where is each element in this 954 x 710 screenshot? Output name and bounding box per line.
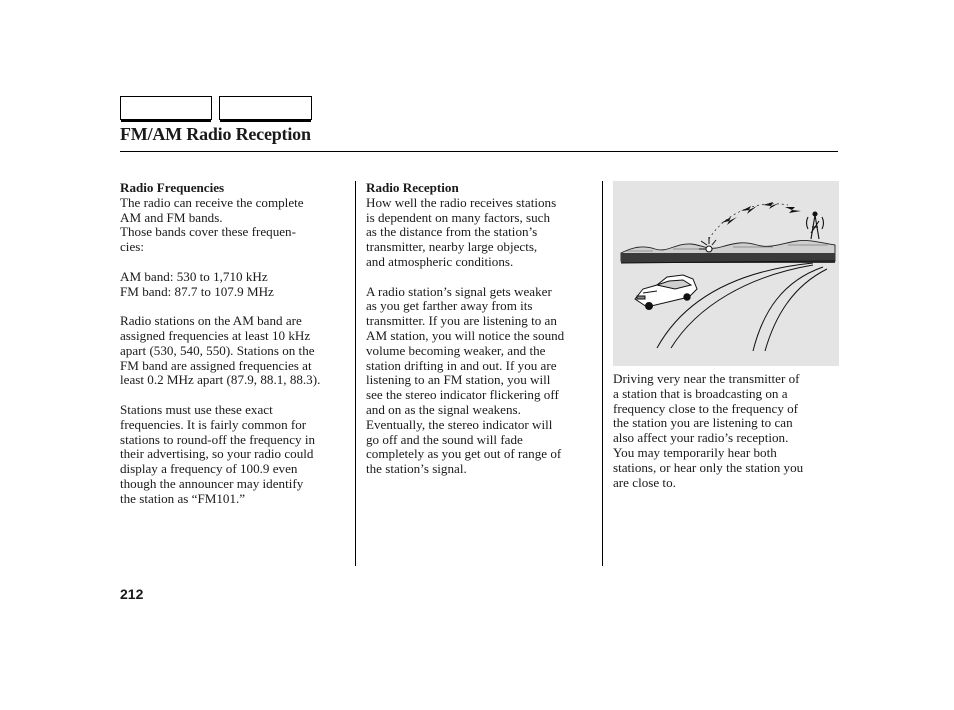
text-line: transmitter. If you are listening to an — [366, 313, 557, 329]
text-line: Stations must use these exact — [120, 401, 273, 417]
paragraph — [120, 196, 352, 255]
text-line: listening to an FM station, you will — [366, 372, 551, 388]
section-tab-1 — [120, 96, 212, 120]
text-line: Radio stations on the AM band are — [120, 313, 302, 329]
text-line: is dependent on many factors, such — [366, 209, 550, 225]
text-line: assigned frequencies at least 10 kHz — [120, 327, 311, 343]
text-line: go off and the sound will fade — [366, 431, 523, 447]
text-line: though the announcer may identify — [120, 475, 304, 491]
text-line: FM band are assigned frequencies at — [120, 357, 312, 373]
column-reception-note — [613, 372, 839, 505]
text-line: AM station, you will notice the sound — [366, 327, 565, 343]
text-line: see the stereo indicator flickering off — [366, 387, 559, 403]
text-line: frequencies. It is fairly common for — [120, 416, 307, 432]
text-line: as the distance from the station’s — [366, 224, 538, 240]
text-line: volume becoming weaker, and the — [366, 342, 546, 358]
text-line: least 0.2 MHz apart (87.9, 88.1, 88.3). — [120, 372, 321, 388]
paragraph — [120, 403, 352, 507]
paragraph — [613, 372, 839, 490]
text-line: the station as “FM101.” — [120, 490, 246, 506]
text-line: and atmospheric conditions. — [366, 253, 514, 269]
text-line: station drifting in and out. If you are — [366, 357, 557, 373]
radio-reception-illustration — [613, 181, 839, 366]
text-line: A radio station’s signal gets weaker — [366, 283, 552, 299]
column-divider — [602, 181, 603, 566]
text-line: the station’s signal. — [366, 461, 467, 477]
title-rule — [120, 151, 838, 152]
column-divider — [355, 181, 356, 566]
text-line: AM band: 530 to 1,710 kHz — [120, 268, 268, 284]
text-line: frequency close to the frequency of — [613, 400, 799, 416]
text-line: FM band: 87.7 to 107.9 MHz — [120, 283, 274, 299]
paragraph — [120, 314, 352, 388]
text-line: also affect your radio’s reception. — [613, 430, 789, 446]
text-line: and on as the signal weakens. — [366, 401, 521, 417]
text-line: cies: — [120, 239, 144, 255]
paragraph — [366, 196, 596, 270]
text-line: a station that is broadcasting on a — [613, 385, 788, 401]
text-line: are close to. — [613, 474, 676, 490]
paragraph — [120, 270, 352, 300]
text-line: the station you are listening to can — [613, 415, 793, 431]
text-line: AM and FM bands. — [120, 209, 223, 225]
text-line: their advertising, so your radio could — [120, 446, 314, 462]
text-line: stations, or hear only the station you — [613, 459, 804, 475]
text-line: The radio can receive the complete — [120, 194, 304, 210]
text-line: Eventually, the stereo indicator will — [366, 416, 553, 432]
page-title: FM/AM Radio Reception — [120, 124, 311, 144]
page-number: 212 — [120, 586, 144, 602]
column-radio-reception — [366, 181, 596, 492]
heading-radio-reception: Radio Reception — [366, 180, 459, 195]
section-tab-2 — [219, 96, 312, 120]
paragraph — [366, 285, 596, 477]
text-line: Those bands cover these frequen- — [120, 224, 296, 240]
illustration-svg — [613, 181, 839, 366]
text-line: How well the radio receives stations — [366, 194, 557, 210]
text-line: as you get farther away from its — [366, 298, 533, 314]
text-line: stations to round-off the frequency in — [120, 431, 316, 447]
heading-radio-frequencies: Radio Frequencies — [120, 180, 225, 195]
text-line: You may temporarily hear both — [613, 444, 777, 460]
text-line: apart (530, 540, 550). Stations on the — [120, 342, 315, 358]
column-radio-frequencies — [120, 181, 352, 521]
text-line: display a frequency of 100.9 even — [120, 461, 298, 477]
text-line: completely as you get out of range of — [366, 446, 562, 462]
text-line: transmitter, nearby large objects, — [366, 239, 538, 255]
text-line: Driving very near the transmitter of — [613, 371, 800, 386]
